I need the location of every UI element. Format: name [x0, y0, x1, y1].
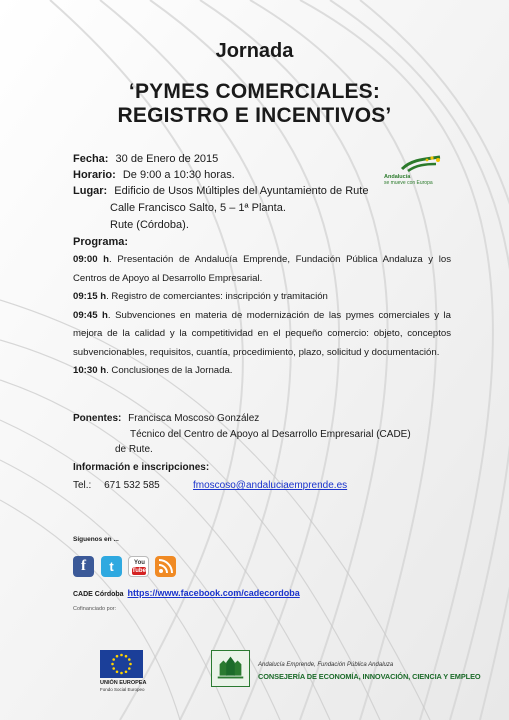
horario-label: Horario: [73, 169, 116, 181]
eu-sublabel: Fondo Social Europeo [100, 687, 145, 692]
contact-row [73, 480, 348, 491]
horario-row [73, 168, 235, 183]
programa-item [73, 362, 451, 381]
programa-item [73, 307, 451, 363]
event-title [0, 80, 509, 128]
lugar-row [73, 184, 368, 199]
junta-emblem-icon [212, 651, 249, 686]
info-label-text: Información e inscripciones: [73, 462, 210, 473]
cade-row [73, 588, 300, 598]
youtube-icon[interactable]: You Tube [128, 556, 149, 577]
programa-label-text: Programa: [73, 236, 129, 248]
twitter-icon[interactable]: t [101, 556, 122, 577]
follow-label: Síguenos en ... [73, 536, 119, 543]
programa-text: . Registro de comerciantes: inscripción y tramitación [106, 291, 328, 302]
cade-facebook-link[interactable]: https://www.facebook.com/cadecordoba [127, 588, 300, 598]
programa-text: . Conclusiones de la Jornada. [106, 365, 233, 376]
andalucia-logo-tagline: se mueve con Europa [384, 180, 433, 186]
ponente-name: Francisca Moscoso González [128, 413, 260, 424]
andalucia-logo [384, 155, 454, 189]
programa-time: 09:15 h [73, 291, 107, 302]
rss-glyph-icon [155, 556, 176, 577]
ponentes-label: Ponentes: [73, 413, 122, 424]
cofinanciado-label: Cofinanciado por: [73, 606, 117, 612]
junta-line2: CONSEJERÍA DE ECONOMÍA, INNOVACIÓN, CIENCIA Y EMPLEO [258, 672, 481, 681]
programa-time: 10:30 h [73, 365, 107, 376]
programa-label [73, 235, 128, 250]
event-title-line2: REGISTRO E INCENTIVOS’ [117, 104, 392, 127]
andalucia-logo-name: Andalucía [384, 174, 411, 180]
tel-value: 671 532 585 [104, 480, 160, 491]
event-title-line1: ‘PYMES COMERCIALES: [128, 80, 381, 103]
ponentes-row [73, 411, 259, 426]
junta-logo-icon [211, 650, 250, 687]
fecha-row [73, 152, 218, 167]
eu-stars-icon [100, 650, 143, 678]
programa-time: 09:00 h [73, 254, 110, 265]
programa-text: . Presentación de Andalucía Emprende, Fundación Pública Andaluza y los Centros de Apoyo al Desarrollo Empresarial. [73, 254, 451, 284]
email-link[interactable]: fmoscoso@andaluciaemprende.es [193, 480, 348, 491]
programa-item [73, 288, 451, 307]
fecha-value: 30 de Enero de 2015 [115, 153, 219, 165]
rss-icon[interactable] [155, 556, 176, 577]
junta-line1: Andalucía Emprende, Fundación Pública Andaluza [258, 662, 394, 668]
eu-flag-icon [100, 650, 143, 678]
eu-label: UNIÓN EUROPEA [100, 680, 147, 686]
programa-text: . Subvenciones en materia de modernización de las pymes comerciales y la mejora de la calidad y la competitividad en el pequeño comercio: objeto, conceptos subvencionables, requisitos, cuantía, procedimiento, plazo, solicitud y documentación. [73, 309, 451, 358]
lugar-line2: Calle Francisco Salto, 5 – 1ª Planta. [110, 202, 286, 214]
info-label [73, 460, 209, 475]
ponente-role-line2: de Rute. [115, 444, 153, 455]
andalucia-mark-icon [398, 155, 444, 173]
horario-value: De 9:00 a 10:30 horas. [122, 169, 235, 181]
programa-time: 09:45 h [73, 309, 108, 321]
programa-list [73, 251, 451, 381]
event-kicker: Jornada [215, 40, 294, 62]
lugar-line3: Rute (Córdoba). [110, 219, 189, 231]
lugar-line1: Edificio de Usos Múltiples del Ayuntamiento de Rute [114, 185, 369, 197]
cade-label: CADE Córdoba [73, 591, 124, 598]
lugar-label: Lugar: [73, 185, 108, 197]
programa-item [73, 251, 451, 288]
facebook-icon[interactable]: f [73, 556, 94, 577]
ponente-role-line1: Técnico del Centro de Apoyo al Desarrollo Empresarial (CADE) [130, 429, 411, 440]
tel-label: Tel.: [73, 480, 92, 491]
fecha-label: Fecha: [73, 153, 109, 165]
